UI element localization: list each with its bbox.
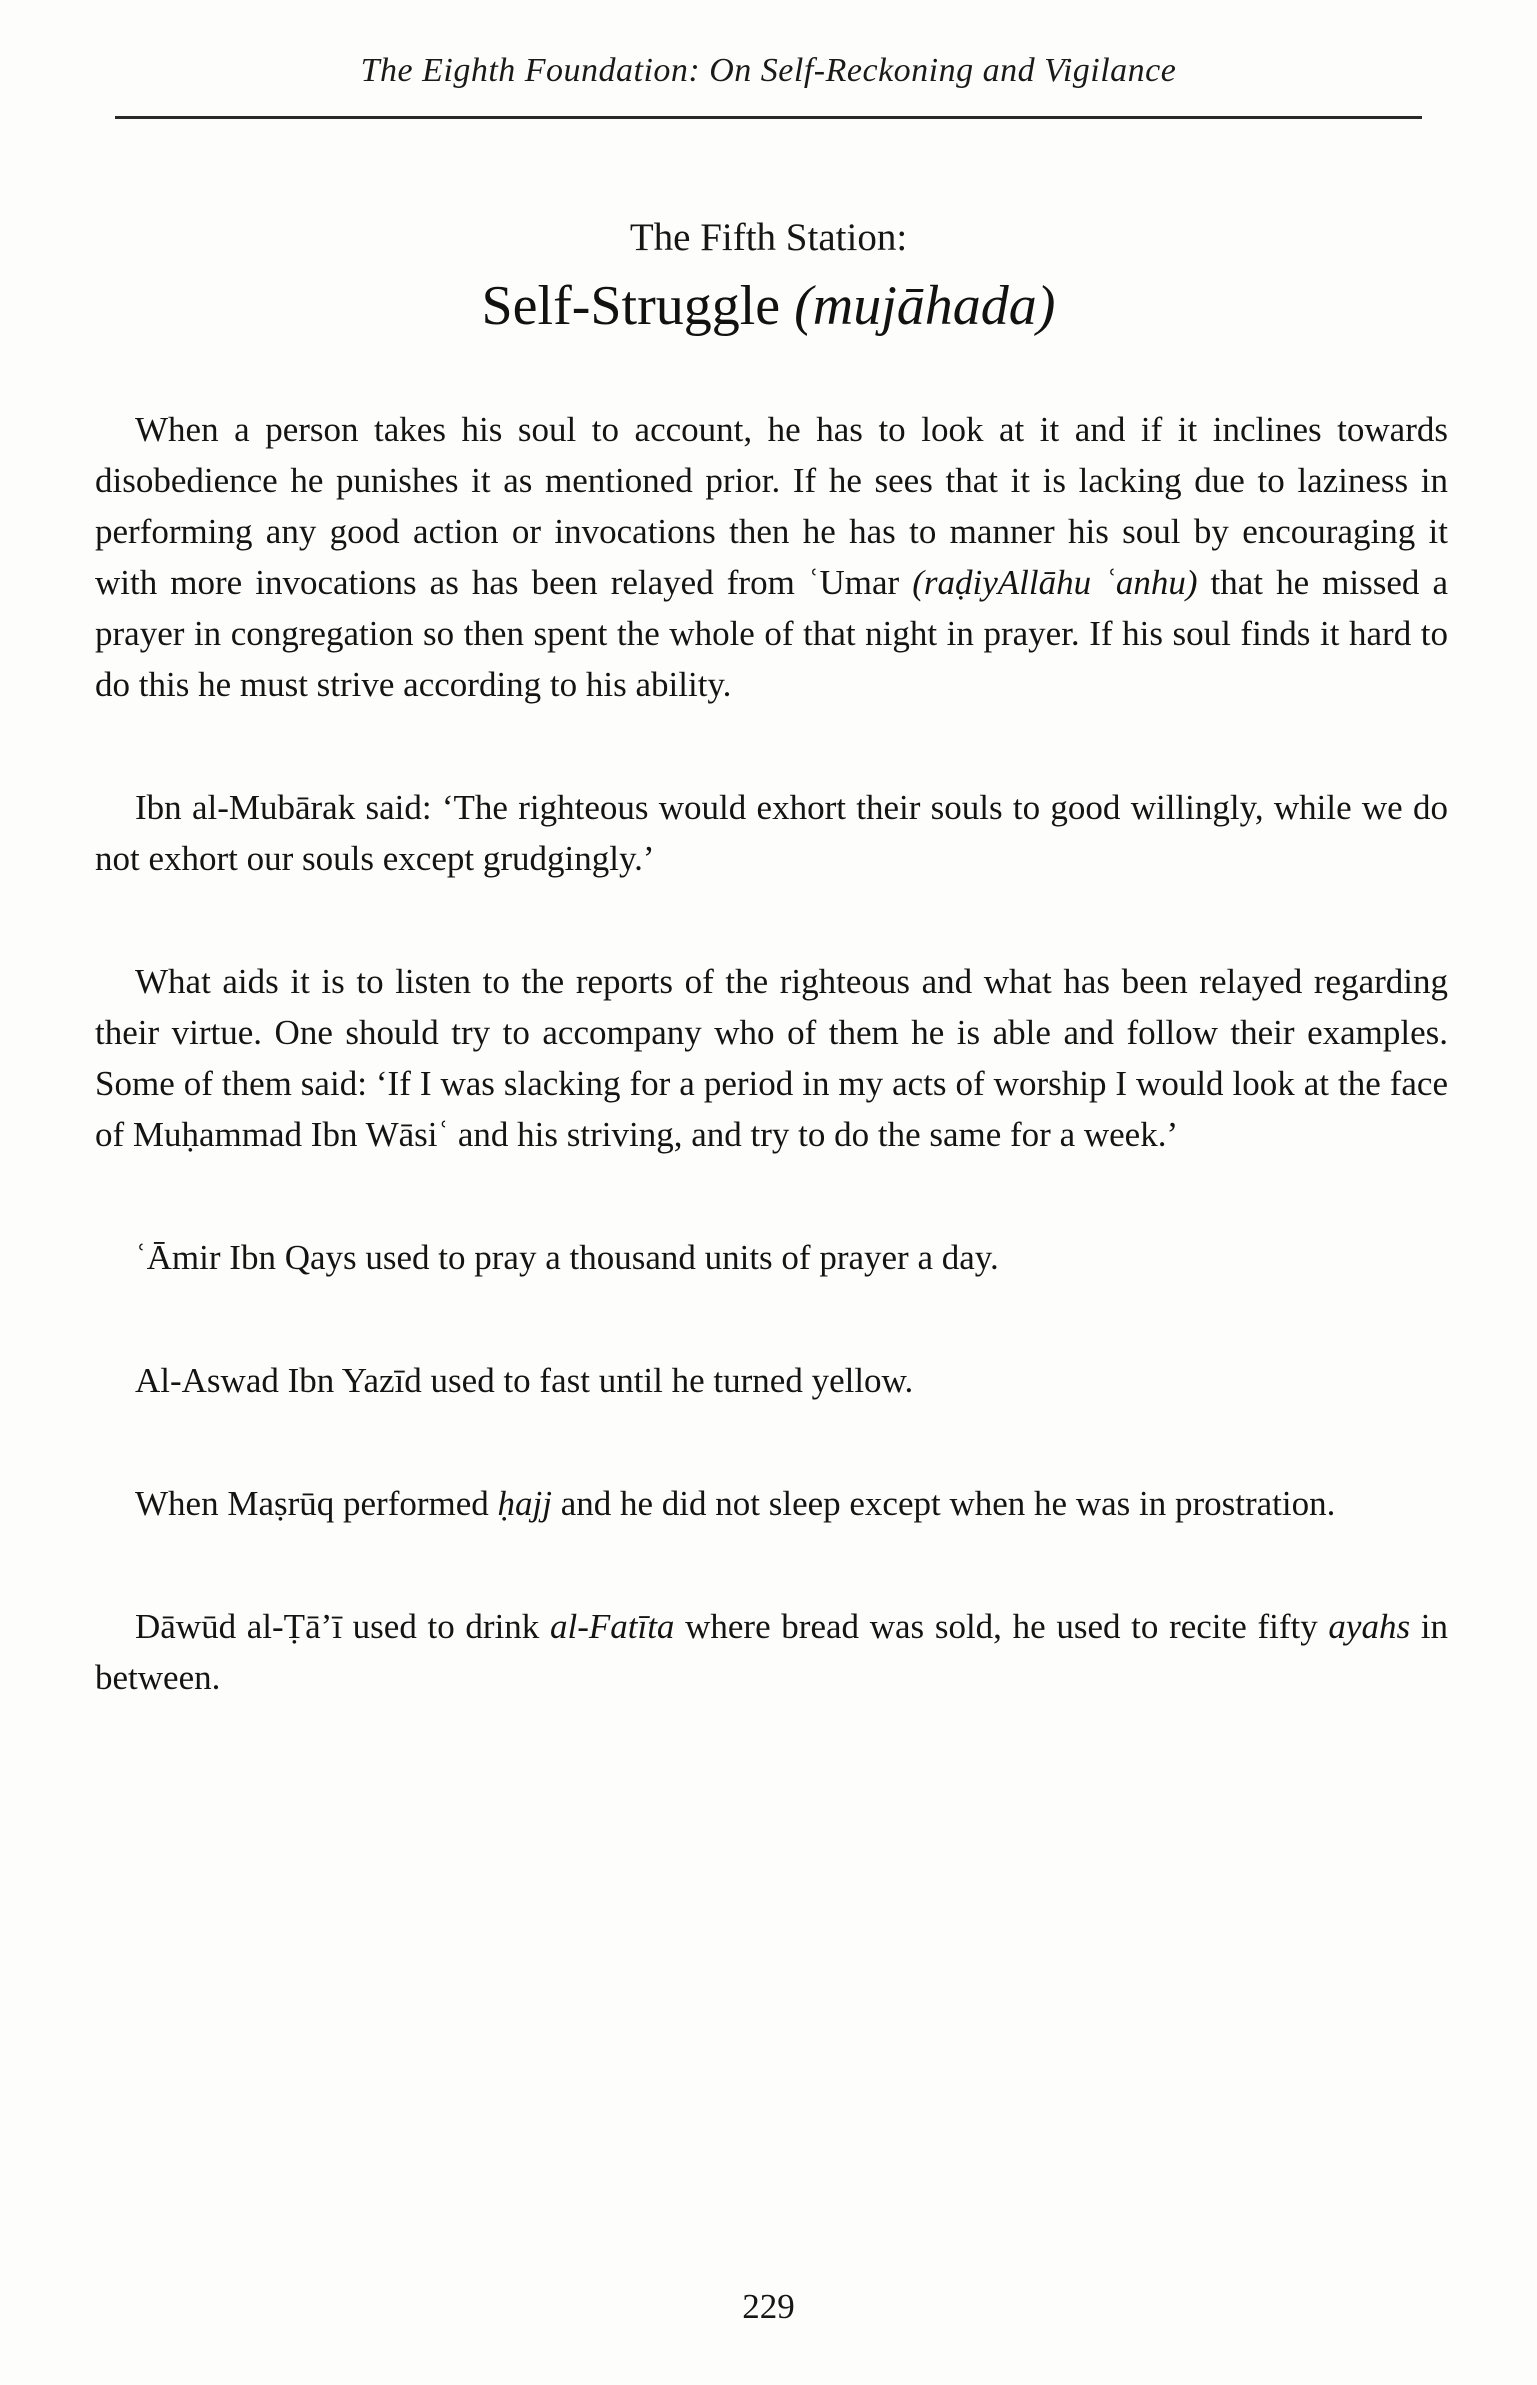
italic-term: ayahs bbox=[1328, 1607, 1411, 1646]
text-run: Ibn al-Mubārak said: ‘The righteous would exhort their souls to good willingly, while we do not exhort our souls except grudgingly.’ bbox=[95, 788, 1448, 878]
chapter-title bbox=[0, 274, 1537, 338]
chapter-title-term: (mujāhada) bbox=[794, 275, 1056, 337]
text-run: What aids it is to listen to the reports of the righteous and what has been relayed regarding their virtue. One should try to accompany who of them he is able and follow their examples. Some of them said: ‘If I was slacking for a period in my acts of worship I would look at the face of Muḥammad Ibn Wāsiʿ and his striving, and try to do the same for a week.’ bbox=[95, 962, 1448, 1154]
chapter-title-main: Self-Struggle bbox=[481, 275, 795, 337]
text-run: Dāwūd al-Ṭā’ī used to drink bbox=[135, 1607, 550, 1646]
running-header: The Eighth Foundation: On Self-Reckoning and Vigilance bbox=[360, 52, 1177, 89]
text-run: When a person takes his soul to account, he has to look at it and if it inclines towards disobedience he punishes it as mentioned prior. If he sees that it is lacking due to laziness in performing any good action or invocations then he has to manner his soul by encouraging it with more invocations as has been relayed from ʿUmar bbox=[95, 410, 1448, 602]
paragraph bbox=[95, 1478, 1448, 1529]
text-run: When Maṣrūq performed bbox=[135, 1484, 498, 1523]
text-run: where bread was sold, he used to recite fifty bbox=[674, 1607, 1329, 1646]
text-run: and he did not sleep except when he was in prostration. bbox=[551, 1484, 1336, 1523]
paragraph bbox=[95, 1601, 1448, 1703]
text-run: that he missed a prayer in congregation so then spent the whole of that night in prayer. If his soul finds it hard to do this he must strive according to his ability. bbox=[95, 563, 1448, 704]
text-run: ʿĀmir Ibn Qays used to pray a thousand units of prayer a day. bbox=[135, 1238, 999, 1277]
italic-term: (raḍiyAllāhu ʿanhu) bbox=[912, 563, 1198, 602]
body-paragraphs bbox=[95, 404, 1448, 1703]
italic-term: al-Fatīta bbox=[549, 1607, 675, 1646]
paragraph bbox=[95, 782, 1448, 884]
station-subtitle: The Fifth Station: bbox=[629, 216, 908, 259]
italic-term: ḥajj bbox=[497, 1484, 552, 1523]
paragraph bbox=[95, 1232, 1448, 1283]
text-run: Al-Aswad Ibn Yazīd used to fast until he turned yellow. bbox=[135, 1361, 914, 1400]
paragraph bbox=[95, 1355, 1448, 1406]
header-divider bbox=[115, 116, 1422, 119]
text-run: in between. bbox=[95, 1607, 1448, 1697]
page-number: 229 bbox=[742, 2287, 795, 2326]
paragraph bbox=[95, 404, 1448, 710]
paragraph bbox=[95, 956, 1448, 1160]
